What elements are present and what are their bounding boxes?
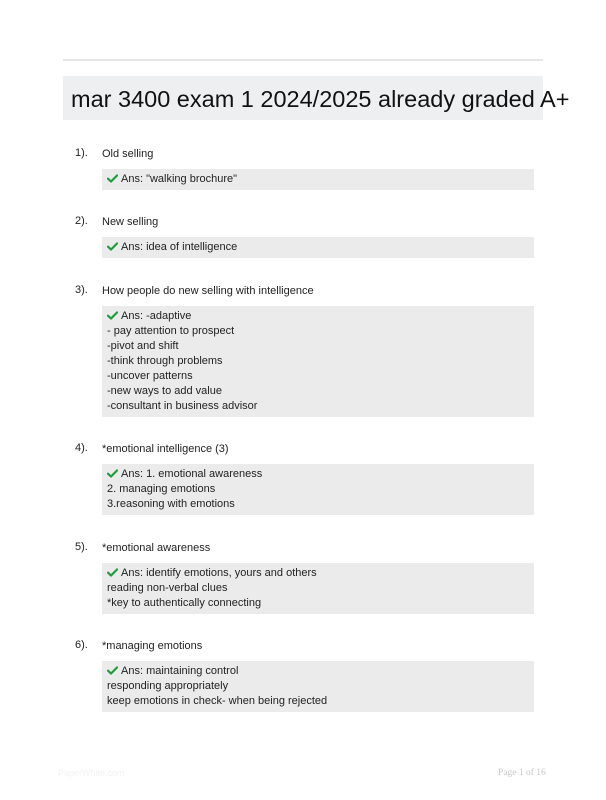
answer-line (107, 324, 529, 339)
question-number: 6). (75, 639, 88, 651)
answer-line (107, 566, 529, 581)
answer-line (107, 354, 529, 369)
answer-line (107, 664, 529, 679)
checkmark-icon (107, 568, 118, 577)
question-number: 5). (75, 541, 88, 553)
answer-line (107, 399, 529, 414)
question-text: *emotional awareness (102, 542, 211, 554)
answer-line (107, 339, 529, 354)
answer-text: Ans: identify emotions, yours and others (121, 567, 317, 579)
question-number: 1). (75, 147, 88, 159)
checkmark-icon (107, 311, 118, 320)
question-text: New selling (102, 216, 159, 228)
question-number: 2). (75, 215, 88, 227)
answer-line (107, 497, 529, 512)
answer-line (107, 679, 529, 694)
answer-line (107, 694, 529, 709)
question-number: 4). (75, 442, 88, 454)
answer-text: keep emotions in check- when being rejected (107, 695, 328, 707)
answer-text: -new ways to add value (107, 385, 222, 397)
answer-text: responding appropriately (107, 680, 229, 692)
answer-text: 2. managing emotions (107, 483, 216, 495)
answer-text: Ans: 1. emotional awareness (121, 468, 263, 480)
question-text: *managing emotions (102, 640, 203, 652)
question-text: *emotional intelligence (3) (102, 443, 229, 455)
answer-line (107, 369, 529, 384)
answer-box (102, 169, 534, 190)
answer-text: Ans: idea of intelligence (121, 241, 238, 253)
answer-line (107, 172, 529, 187)
answer-text: reading non-verbal clues (107, 582, 228, 594)
top-divider (63, 59, 543, 61)
answer-line (107, 240, 529, 255)
answer-box (102, 661, 534, 712)
answer-text: -pivot and shift (107, 340, 179, 352)
page-number: Page 1 of 16 (498, 768, 546, 778)
answer-line (107, 467, 529, 482)
answer-text: -consultant in business advisor (107, 400, 258, 412)
answer-text: Ans: maintaining control (121, 665, 239, 677)
checkmark-icon (107, 469, 118, 478)
answer-box (102, 306, 534, 417)
checkmark-icon (107, 666, 118, 675)
answer-box (102, 237, 534, 258)
answer-text: -uncover patterns (107, 370, 193, 382)
answer-box (102, 563, 534, 614)
page-title: mar 3400 exam 1 2024/2025 already graded A+ (71, 86, 570, 112)
answer-text: -think through problems (107, 355, 223, 367)
title-banner (63, 76, 570, 120)
question-number: 3). (75, 284, 88, 296)
question-text: Old selling (102, 148, 154, 160)
footer-watermark: PaperWhite.com (58, 768, 125, 778)
answer-line (107, 482, 529, 497)
answer-line (107, 596, 529, 611)
checkmark-icon (107, 174, 118, 183)
answer-line (107, 309, 529, 324)
answer-text: Ans: "walking brochure" (121, 173, 238, 185)
answer-line (107, 384, 529, 399)
checkmark-icon (107, 242, 118, 251)
answer-box (102, 464, 534, 515)
answer-text: - pay attention to prospect (107, 325, 235, 337)
question-text: How people do new selling with intelligence (102, 285, 314, 297)
answer-line (107, 581, 529, 596)
answer-text: Ans: -adaptive (121, 310, 192, 322)
answer-text: *key to authentically connecting (107, 597, 262, 609)
answer-text: 3.reasoning with emotions (107, 498, 235, 510)
